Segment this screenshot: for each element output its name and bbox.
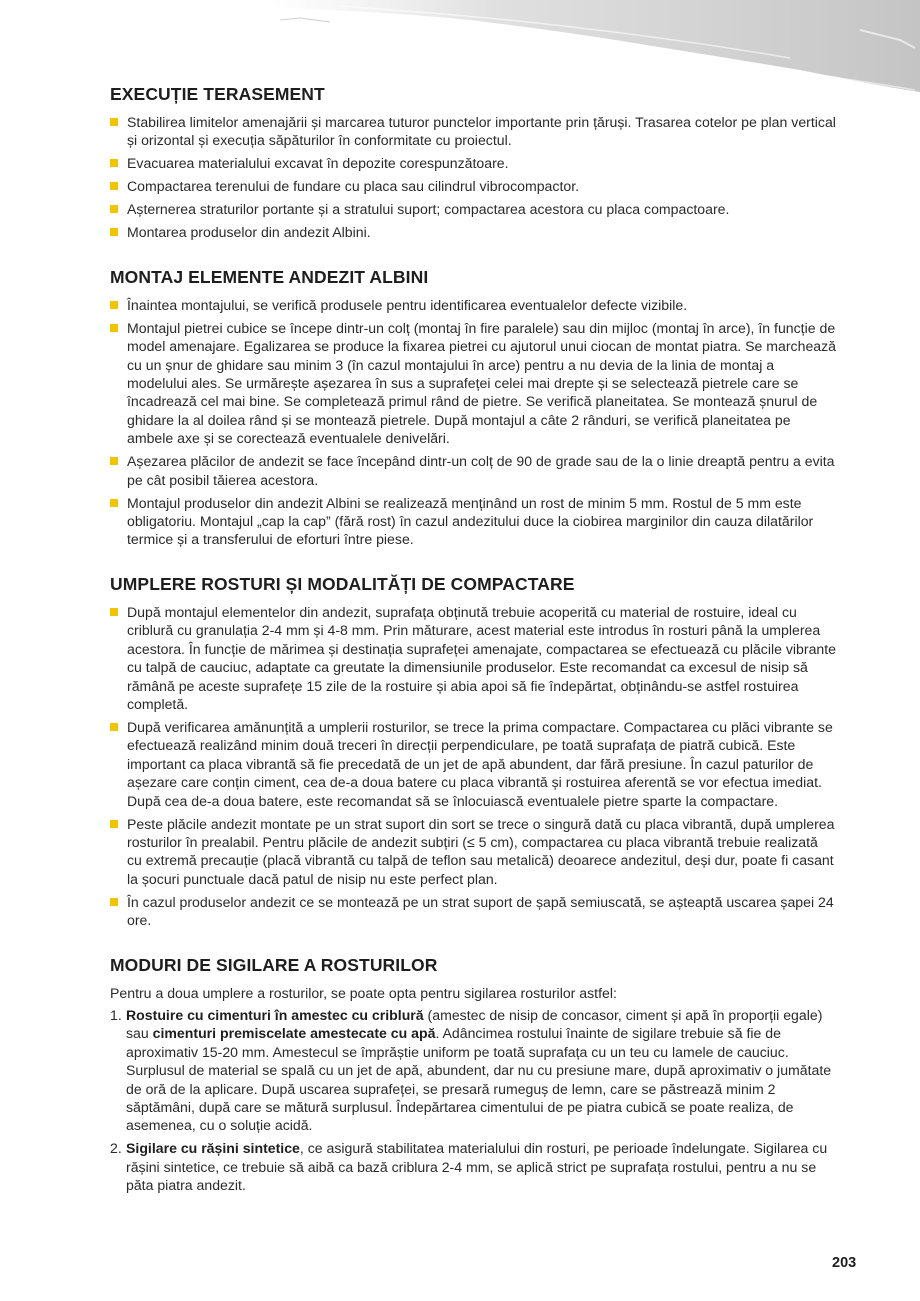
list-item: [110, 1139, 836, 1194]
section-intro: Pentru a doua umplere a rosturilor, se poate opta pentru sigilarea rosturilor astfel:: [110, 984, 617, 1001]
list-item: După verificarea amănunțită a umplerii rosturilor, se trece la prima compactare. Compactarea cu plăci vibrante se efectuează realizând minim două treceri în direcții perpendiculare, pe toată suprafața de piatră cubică. Este important ca placa vibrantă să fie precedată de un jet de apă abundent, dar fără presiune. În cazul paturilor de așezare care conțin ciment, cea de-a doua batere cu placa vibrantă și rostuirea aferentă se vor efectua imediat. După cea de-a doua batere, este recomandat să se înlocuiască eventualele pietre sparte la compactare.: [110, 718, 836, 810]
section-sigilare: [110, 955, 836, 1195]
section-title: UMPLERE ROSTURI ȘI MODALITĂȚI DE COMPACTARE: [110, 573, 575, 594]
list-item: Așezarea plăcilor de andezit se face începând dintr-un colț de 90 de grade sau de la o linie dreaptă pentru a evita pe cât posibil tăierea acestora.: [110, 452, 836, 489]
list-item: Stabilirea limitelor amenajării și marcarea tuturor punctelor importante prin țăruși. Trasarea cotelor pe plan vertical și orizontal și execuția săpăturilor în conformitate cu proiectul.: [110, 113, 836, 150]
page-number: 203: [832, 1255, 857, 1271]
list-item: Montajul pietrei cubice se începe dintr-un colț (montaj în fire paralele) sau din mijloc (montaj în arce), în funcție de model amenajare. Egalizarea se produce la fixarea pietrei cu ajutorul unui ciocan de montat piatra. Se marchează cu un șnur de ghidare sau minim 3 (în cazul montajului în arce) pentru a nu devia de la linia de montaj a modelului ales. Se urmărește așezarea în sus a suprafeței celei mai drepte și se selectează pietrele care se încadrează cel mai bine. Se completează primul rând de pietre. Se verifică planeitatea. Se montează șnurul de ghidare la al doilea rând și se montează pietrele. După montajul a câte 2 rânduri, se verifică planeitatea pe ambele axe și se corectează eventualele denivelări.: [110, 319, 836, 448]
bold-term: Rostuire cu cimenturi în amestec cu criblură: [126, 1006, 424, 1023]
list-item: Compactarea terenului de fundare cu placa sau cilindrul vibrocompactor.: [110, 177, 836, 195]
numbered-list: [110, 1006, 836, 1195]
bullet-list: [110, 113, 836, 242]
list-item: În cazul produselor andezit ce se montează pe un strat suport de șapă semiuscată, se așteaptă uscarea șapei 24 ore.: [110, 893, 836, 930]
bold-term: cimenturi premiscelate amestecate cu apă: [152, 1025, 436, 1042]
bold-term: Sigilare cu rășini sintetice: [126, 1140, 300, 1157]
section-title: EXECUȚIE TERASEMENT: [110, 84, 325, 104]
list-item: Înaintea montajului, se verifică produsele pentru identificarea eventualelor defecte vizibile.: [110, 296, 836, 314]
list-item: După montajul elementelor din andezit, suprafața obținută trebuie acoperită cu material de rostuire, ideal cu criblură cu granulația 2-4 mm și 4-8 mm. Prin măturare, acest material este introdus în rosturi până la umplerea acestora. În funcție de mărimea și destinația suprafeței amenajate, compactarea se efectuează cu plăcile vibrante cu talpă de cauciuc, adaptate ca greutate la dimensiunile produselor. Este recomandat ca excesul de nisip să rămână pe aceste suprafețe 15 zile de la rostuire și abia apoi să fie îndepărtat, obținându-se astfel rostuirea completă.: [110, 603, 836, 713]
item-number: 2.: [110, 1140, 122, 1157]
page-content: [110, 84, 836, 1220]
section-execution: [110, 84, 836, 242]
item-text: (amestec de nisip de concasor, ciment și apă în proporții egale) sau: [126, 1006, 823, 1042]
section-montaj: [110, 267, 836, 549]
section-title: MODURI DE SIGILARE A ROSTURILOR: [110, 954, 438, 975]
item-number: 1.: [110, 1006, 122, 1023]
list-item: Așternerea straturilor portante și a stratului suport; compactarea acestora cu placa compactoare.: [110, 200, 836, 218]
bullet-list: [110, 603, 836, 930]
list-item: Montajul produselor din andezit Albini se realizează menținând un rost de minim 5 mm. Rostul de 5 mm este obligatoriu. Montajul „cap la cap” (fără rost) în cazul andezitului duce la ciobirea marginilor din cauza dilatărilor termice și a transferului de eforturi între piese.: [110, 494, 836, 549]
section-umplere: [110, 574, 836, 930]
list-item: Evacuarea materialului excavat în depozite corespunzătoare.: [110, 154, 836, 172]
list-item: Montarea produselor din andezit Albini.: [110, 223, 836, 241]
bullet-list: [110, 296, 836, 549]
item-text: , ce asigură stabilitatea materialului din rosturi, pe perioade îndelungate. Sigilarea cu rășini sintetice, ce trebuie să aibă ca bază criblura 2-4 mm, se aplică strict pe suprafața rostului, pentru a nu se păta piatra andezit.: [126, 1140, 828, 1194]
list-item: Peste plăcile andezit montate pe un strat suport din sort se trece o singură dată cu placa vibrantă, după umplerea rosturilor în prealabil. Pentru plăcile de andezit subțiri (≤ 5 cm), compactarea cu placa vibrantă trebuie realizată cu extremă precauție (placă vibrantă cu talpă de teflon sau metalică) deoarece andezitul, deși dur, poate fi casant la șocuri punctuale dacă patul de nisip nu este perfect plan.: [110, 815, 836, 889]
section-title: MONTAJ ELEMENTE ANDEZIT ALBINI: [110, 266, 429, 287]
item-text: . Adâncimea rostului înainte de sigilare trebuie să fie de aproximativ 15-20 mm. Amestecul se împrăștie uniform pe toată suprafața cu un teu cu lamele de cauciuc. Surplusul de material se spală cu un jet de apă, abundent, dar nu cu presiune mare, după aproximativ o jumătate de oră de la aplicare. După uscarea suprafeței, se presară rumeguș de lemn, care se păstrează minim 2 săptămâni, după care se mătură surplusul. Îndepărtarea cimentului de pe piatra cubică se poate realiza, de asemenea, cu o soluție acidă.: [126, 1025, 832, 1134]
list-item: [110, 1006, 836, 1135]
